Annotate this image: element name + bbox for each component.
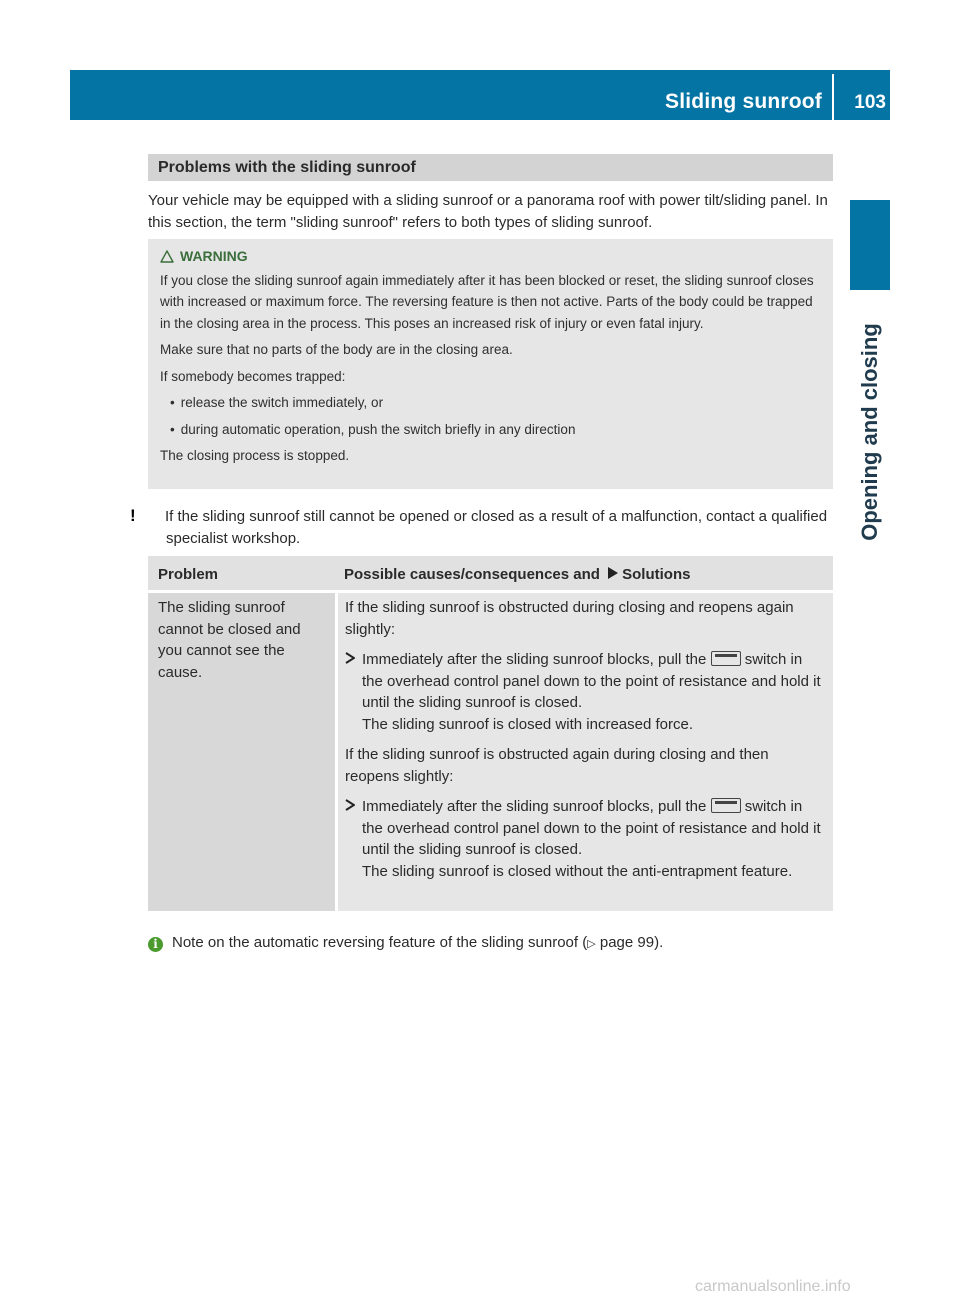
warning-heading [160, 246, 823, 268]
warning-paragraph-2: Make sure that no parts of the body are in the closing area. [160, 342, 513, 357]
overhead-switch-icon [711, 798, 741, 813]
solution-arrow-icon [607, 566, 619, 580]
problem-table [148, 556, 833, 911]
watermark: carmanualsonline.info [695, 1278, 851, 1295]
table-header [148, 556, 833, 590]
column-header-solutions: Possible causes/consequences and Solutions [344, 566, 691, 583]
warning-bullet: • during automatic operation, push the switch briefly in any direction [170, 421, 576, 437]
info-icon: i [148, 937, 163, 952]
solution-step: Immediately after the sliding sunroof blocks, pull the switch in the overhead control panel down to the point of resistance and hold it until the sliding sunroof is closed. The sliding sunroof is closed with increased force. [345, 649, 825, 735]
step-arrow-icon [345, 649, 355, 671]
cause-text: If the sliding sunroof is obstructed again during closing and then reopens slightly: [345, 746, 769, 785]
bullet-dot-icon: • [170, 421, 175, 437]
solution-step: Immediately after the sliding sunroof blocks, pull the switch in the overhead control panel down to the point of resistance and hold it until the sliding sunroof is closed. The sliding sunroof is closed without the anti-entrapment feature. [345, 796, 825, 882]
side-tab-label-text: Opening and closing [857, 323, 882, 541]
exclamation-icon: ! [130, 506, 136, 525]
table-cell-solutions [338, 593, 833, 911]
page-ref-arrow-icon: ▷ [587, 938, 596, 950]
step-result: The sliding sunroof is closed without the anti-entrapment feature. [362, 862, 793, 880]
cause-text: If the sliding sunroof is obstructed during closing and reopens again slightly: [345, 599, 794, 638]
page-reference-link[interactable]: page 99 [599, 934, 655, 951]
notice-text: If the sliding sunroof still cannot be opened or closed as a result of a malfunction, contact a qualified specialist workshop. [165, 508, 828, 547]
header-title: Sliding sunroof [665, 90, 822, 113]
column-header-problem: Problem [158, 566, 219, 583]
intro-paragraph: Your vehicle may be equipped with a sliding sunroof or a panorama roof with power tilt/sliding panel. In this section, the term "sliding sunroof" refers to both types of sliding sunroof. [148, 192, 828, 231]
overhead-switch-icon [711, 651, 741, 666]
page-number: 103 [854, 92, 886, 113]
warning-paragraph-4: The closing process is stopped. [160, 448, 350, 463]
side-tab-marker [850, 200, 890, 290]
section-heading: Problems with the sliding sunroof [148, 154, 833, 181]
header-divider [832, 74, 834, 120]
bullet-dot-icon: • [170, 395, 175, 410]
warning-triangle-icon [160, 250, 174, 263]
table-cell-problem: The sliding sunroof cannot be closed and you cannot see the cause. [148, 593, 335, 911]
notice-paragraph [130, 505, 856, 550]
warning-bullet: • release the switch immediately, or [170, 395, 384, 410]
warning-title: WARNING [180, 248, 248, 264]
info-note: i Note on the automatic reversing feature of the sliding sunroof (▷ page 99). [148, 932, 838, 955]
step-result: The sliding sunroof is closed with increased force. [362, 715, 693, 733]
step-arrow-icon [345, 796, 355, 818]
warning-paragraph-1: If you close the sliding sunroof again immediately after it has been blocked or reset, the sliding sunroof closes with increased or maximum force. The reversing feature is then not active. Parts of the body could be trapped in the closing area in the process. This poses an increased risk of injury or even fatal injury. [160, 272, 814, 331]
header-bar [70, 70, 890, 120]
warning-box [148, 239, 833, 489]
warning-paragraph-3: If somebody becomes trapped: [160, 368, 346, 384]
